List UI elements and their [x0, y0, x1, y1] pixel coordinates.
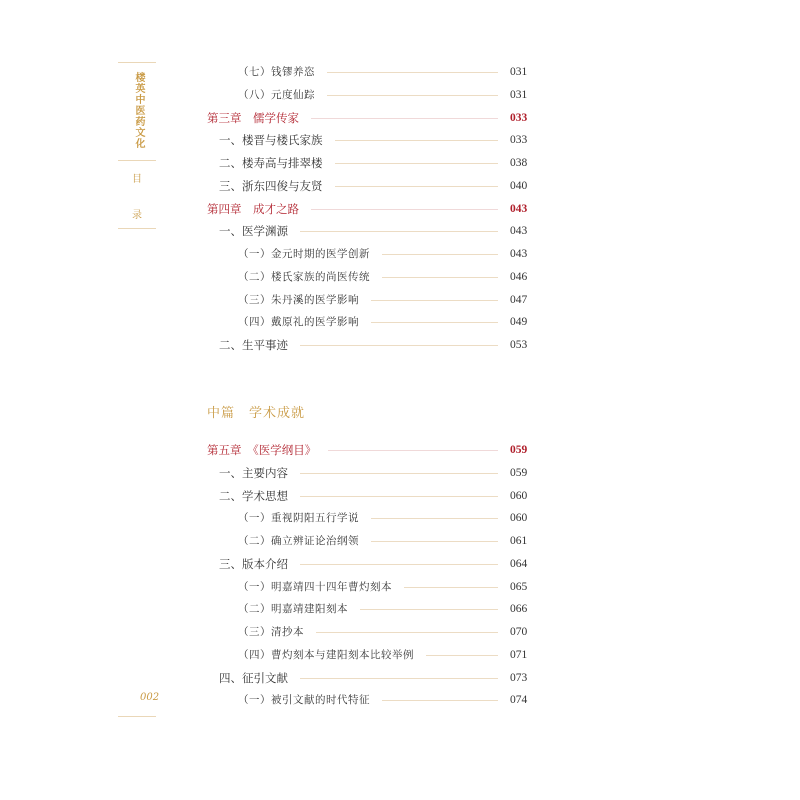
toc-leader-line — [371, 541, 498, 542]
sidebar — [118, 62, 156, 230]
part-label: 中篇 — [207, 406, 236, 421]
toc-entry-page: 074 — [510, 694, 528, 707]
toc-leader-line — [335, 140, 498, 141]
toc-leader-line — [371, 322, 498, 323]
sidebar-bottom-rule — [118, 228, 156, 229]
toc-entry-label: 第四章 成才之路 — [207, 201, 299, 216]
toc-entry-label: （四）戴原礼的医学影响 — [238, 316, 359, 329]
toc-entry-page: 031 — [510, 88, 528, 101]
toc-leader-line — [311, 118, 498, 119]
toc-leader-line — [371, 300, 498, 301]
toc-entry-label: 三、浙东四俊与友贤 — [219, 178, 323, 193]
toc-entry-label: （三）朱丹溪的医学影响 — [238, 293, 359, 306]
toc-entry-page: 059 — [510, 466, 528, 479]
toc-entry-label: 一、医学渊源 — [219, 224, 288, 239]
toc-entry-label: 二、学术思想 — [219, 488, 288, 503]
toc-entry-label: （二）楼氏家族的尚医传统 — [238, 270, 370, 283]
toc-leader-line — [335, 163, 498, 164]
toc-leader-line — [404, 587, 498, 588]
toc-leader-line — [300, 473, 498, 474]
toc-leader-line — [360, 609, 498, 610]
toc-entry-page: 031 — [510, 66, 528, 78]
toc-entry-label: （二）确立辨证论治纲领 — [238, 535, 359, 547]
toc-leader-line — [382, 700, 498, 701]
toc-entry-label: 一、楼晋与楼氏家族 — [219, 133, 323, 148]
toc-leader-line — [327, 72, 498, 73]
toc-entry-page: 071 — [510, 648, 528, 661]
toc-leader-line — [382, 254, 498, 255]
toc-entry-label: （八）元度仙踪 — [238, 88, 315, 101]
toc-leader-line — [426, 655, 498, 656]
toc-leader-line — [300, 345, 498, 346]
toc-entry-page: 047 — [510, 293, 528, 306]
toc-entry-label: 三、版本介绍 — [219, 556, 288, 571]
toc-leader-line — [327, 95, 498, 96]
section-char-2: 录 — [132, 210, 142, 221]
part-heading — [207, 402, 305, 421]
toc-entry-page: 070 — [510, 626, 528, 638]
toc-entry-page: 059 — [510, 444, 528, 456]
toc-leader-line — [328, 450, 498, 451]
toc-leader-line — [382, 277, 498, 278]
toc-entry-page: 060 — [510, 512, 528, 525]
toc-entry-page: 038 — [510, 157, 528, 169]
toc-entry-label: （二）明嘉靖建阳刻本 — [238, 603, 348, 616]
toc-leader-line — [311, 209, 498, 210]
toc-leader-line — [371, 518, 498, 519]
toc-entry-page: 043 — [510, 225, 528, 238]
toc-entry-page: 053 — [510, 339, 528, 351]
toc-leader-line — [300, 231, 498, 232]
sidebar-top-rule — [118, 62, 156, 63]
toc-leader-line — [300, 564, 498, 565]
toc-entry-page: 061 — [510, 535, 528, 547]
toc-leader-line — [300, 496, 498, 497]
toc-entry-page: 049 — [510, 316, 528, 329]
sidebar-divider — [118, 160, 156, 161]
toc-entry-label: 二、楼寿高与排翠楼 — [219, 156, 323, 170]
toc-entry-page: 033 — [510, 111, 528, 124]
toc-entry-label: （七）钱镠养恣 — [238, 66, 315, 78]
toc-entry-page: 033 — [510, 134, 528, 147]
toc-leader-line — [316, 632, 498, 633]
toc-entry-label: 四、征引文献 — [219, 670, 288, 685]
toc-leader-line — [300, 678, 498, 679]
toc-entry-label: （一）被引文献的时代特征 — [238, 694, 370, 707]
toc-entry-page: 066 — [510, 603, 528, 616]
toc-entry-page: 065 — [510, 580, 528, 593]
book-title: 楼英中医药文化 — [133, 72, 144, 149]
toc-entry-page: 064 — [510, 557, 528, 570]
toc-entry-page: 043 — [510, 202, 528, 215]
toc-entry-page: 046 — [510, 270, 528, 283]
toc-entry-page: 060 — [510, 489, 528, 502]
toc-entry-page: 043 — [510, 248, 528, 260]
toc-entry-label: 二、生平事迹 — [219, 338, 288, 352]
page-number: 002 — [140, 692, 160, 703]
toc-entry-label: 第三章 儒学传家 — [207, 110, 299, 125]
folio-rule — [118, 716, 156, 717]
toc-entry-label: （四）曹灼刻本与建阳刻本比较举例 — [238, 648, 414, 661]
toc-entry-label: 一、主要内容 — [219, 465, 288, 480]
toc-entry-label: （一）明嘉靖四十四年曹灼刻本 — [238, 580, 392, 593]
toc-leader-line — [335, 186, 498, 187]
toc-entry-page: 040 — [510, 179, 528, 192]
toc-entry-label: （三）清抄本 — [238, 626, 304, 638]
toc-entry-page: 073 — [510, 671, 528, 684]
section-char-1: 目 — [132, 174, 142, 185]
toc-entry-label: （一）重视阴阳五行学说 — [238, 512, 359, 525]
part-title: 学术成就 — [249, 406, 306, 421]
toc-entry-label: （一）金元时期的医学创新 — [238, 248, 370, 260]
toc-entry-label: 第五章 《医学纲目》 — [207, 443, 317, 457]
